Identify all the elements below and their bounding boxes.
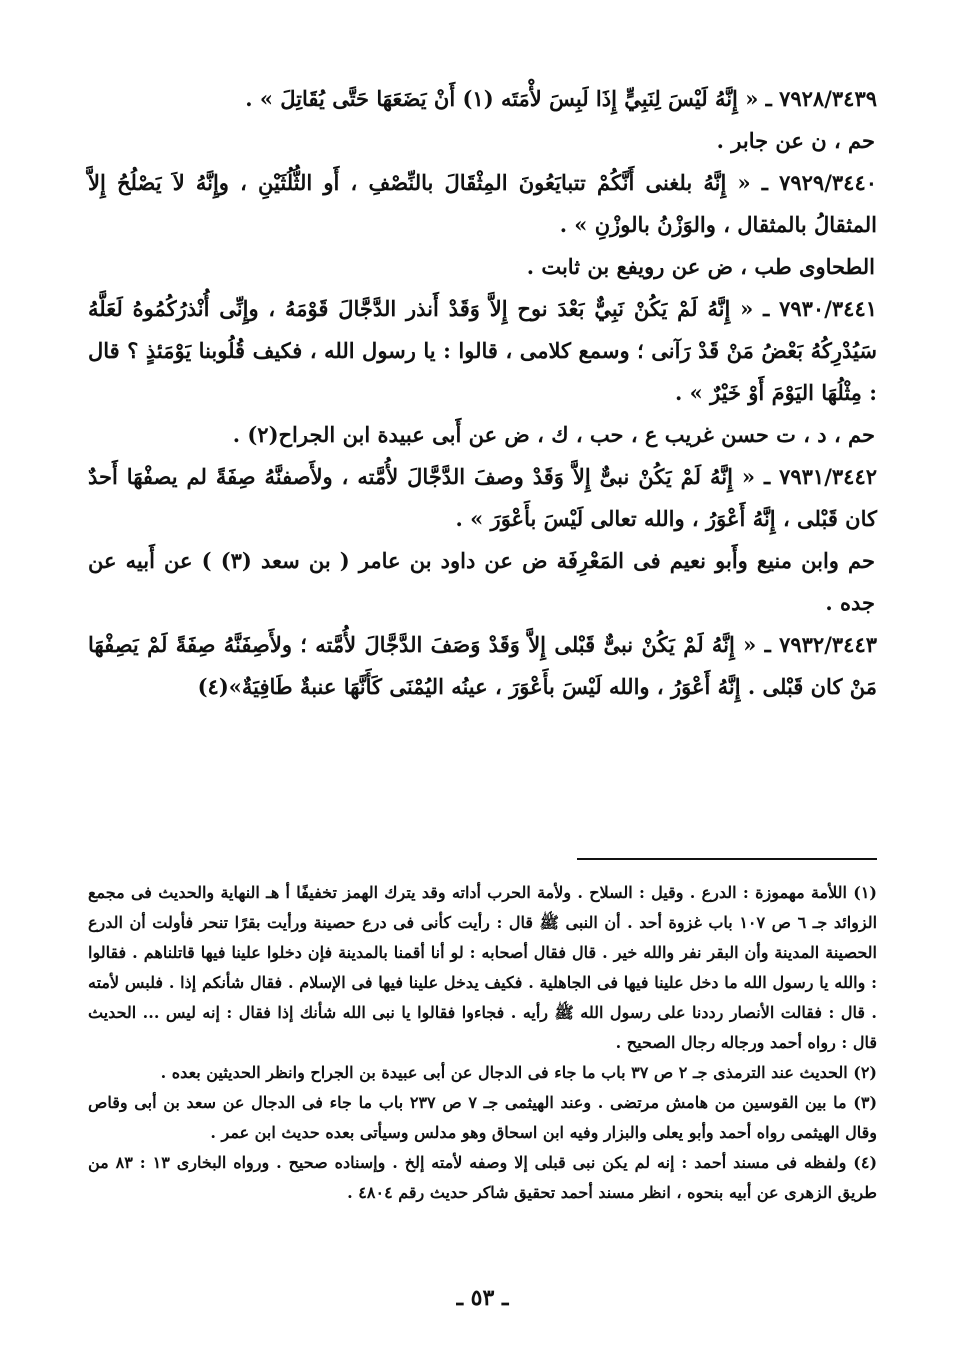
- source-7930: حم ، د ، ت حسن غريب ع ، حب ، ك ، ض عن أَبى عبيدة ابن الجراح(٢) .: [232, 422, 875, 447]
- hadith-7928: ٧٩٢٨/٣٤٣٩ ـ « إِنَّهُ لَيْسَ لِنَبِيٍّ إِذَا لَبِسَ لأْمَتَه (١) أَنْ يَضَعَهَا حَتَّى يُقَاتِلَ » .: [245, 86, 877, 111]
- footnote-2: (٢) الحديث عند الترمذى جـ ٢ ص ٣٧ باب ما جاء فى الدجال عن أبى عبيدة بن الجراح وانظر الحديثين بعده .: [160, 1063, 877, 1082]
- footnote-4: (٤) ولفظه فى مسند أحمد : إنه لم يكن نبى قبلى إلا وصفه لأمته إلخ . وإسناده صحيح . ورواه البخارى ١٣ : ٨٣ من طريق الزهرى عن أبيه بنحوه ، انظر مسند أحمد تحقيق شاكر حديث رقم ٤٨٠٤ .: [88, 1153, 878, 1202]
- hadith-7931: ٧٩٣١/٣٤٤٢ ـ « إِنَّهُ لَمْ يَكُنْ نبىٌّ إِلاَّ وَقَدْ وصفَ الدَّجَّالَ لأُمَّته ، ولأَصفنَّهُ صِفَةً لم يصفْهَا أَحدٌ كان قَبْلى ، إِنَّهُ أَعْوَرُ ، والله تعالى لَيْسَ بأَعْوَرَ » .: [88, 464, 877, 531]
- hadith-7930: ٧٩٣٠/٣٤٤١ ـ « إِنَّهُ لَمْ يَكُنْ نَبِيٌّ بَعْدَ نوح إِلاَّ وَقَدْ أَنذر الدَّجَّالَ قَوْمَهُ ، وإِنِّى أُنْذرُكُمُوهُ لَعَلَّهُ سَيُدْرِكُهُ بَعْضُ مَنْ قَدْ رَآنى ؛ وسمع كلامى ، قالوا : يا رسول الله ، فكيف قُلُوبنا يَوْمَئذٍ ؟ قال : مِثْلُهَا اليَوْمَ أَوْ خَيْرٌ » .: [88, 296, 877, 405]
- hadith-body: [88, 78, 877, 708]
- source-7928: حم ، ن عن جابر .: [716, 128, 875, 153]
- hadith-7929: ٧٩٢٩/٣٤٤٠ ـ « إِنَّهُ بلغنى أَنَّكُمْ تتبايَعُونَ المِثْقَالَ بالنِّصْفِ ، أَو الثُّلُثَيْنِ ، وإِنَّهُ لاَ يَصْلُحُ إِلاَّ المثقالُ بالمثقال ، والوَزْنُ بالوزْنِ » .: [88, 170, 877, 237]
- footnote-3: (٣) ما بين القوسين من هامش مرتضى . وعند الهيثمى جـ ٧ ص ٢٣٧ باب ما جاء فى الدجال عن سعد بن أبى وقاص وقال الهيثمى رواه أحمد وأبو يعلى والبزار وفيه ابن اسحاق وهو مدلس وسيأتى بعده حديث ابن عمر .: [88, 1093, 878, 1142]
- source-7929: الطحاوى طب ، ض عن رويفع بن ثابت .: [526, 254, 875, 279]
- source-7931: حم وابن منيع وأَبو نعيم فى المَعْرِفَة ض عن داود بن عامر ( بن سعد (٣) ) عن أَبيه عن جده .: [88, 548, 875, 615]
- document-page: [88, 78, 877, 1356]
- footnote-separator: [577, 858, 877, 860]
- page-number: ـ ٥٣ ـ: [456, 1285, 509, 1311]
- footnotes: [88, 878, 877, 1208]
- hadith-7932: ٧٩٣٢/٣٤٤٣ ـ « إِنَّهُ لَمْ يَكُنْ نبىٌّ قَبْلى إِلاَّ وَقَدْ وَصَفَ الدَّجَّالَ لأُمَّته ؛ ولأَصِفَنَّهُ صِفَةً لَمْ يَصِفْهَا مَنْ كان قَبْلى . إِنَّهُ أَعْوَرُ ، والله لَيْسَ بأَعْوَرَ ، عينُه اليُمْنَى كَأَنَّهَا عنبةٌ طَافِيَةٌ»(٤): [88, 632, 877, 699]
- footnote-1: (١) اللأمة مهموزة : الدرع . وقيل : السلاح . ولأمة الحرب أداته وقد يترك الهمز تخفيفًا أ هـ النهاية والحديث فى مجمع الزوائد جـ ٦ ص ١٠٧ باب غزوة أحد . أن النبى ﷺ قال : رأيت كأنى فى درع حصينة ورأيت بقرًا تنحر فأولت أن الدرع الحصينة المدينة وأن البقر نفر والله خير . قال فقال أصحابه : لو أنا أقمنا بالمدينة فإن دخلوا علينا فيها قاتلناهم . فقالوا : والله يا رسول الله ما دخل علينا فيها فى الجاهلية . فكيف يدخل علينا فيها فى الإسلام . فقال شأنكم إذا . فلبس لأمته . قال : فقالت الأنصار رددنا على رسول الله ﷺ رأيه . فجاءوا فقالوا يا نبى الله شأنك إذا فقال : إنه ليس ... الحديث قال : رواه أحمد ورجاله رجال الصحيح .: [88, 883, 878, 1052]
